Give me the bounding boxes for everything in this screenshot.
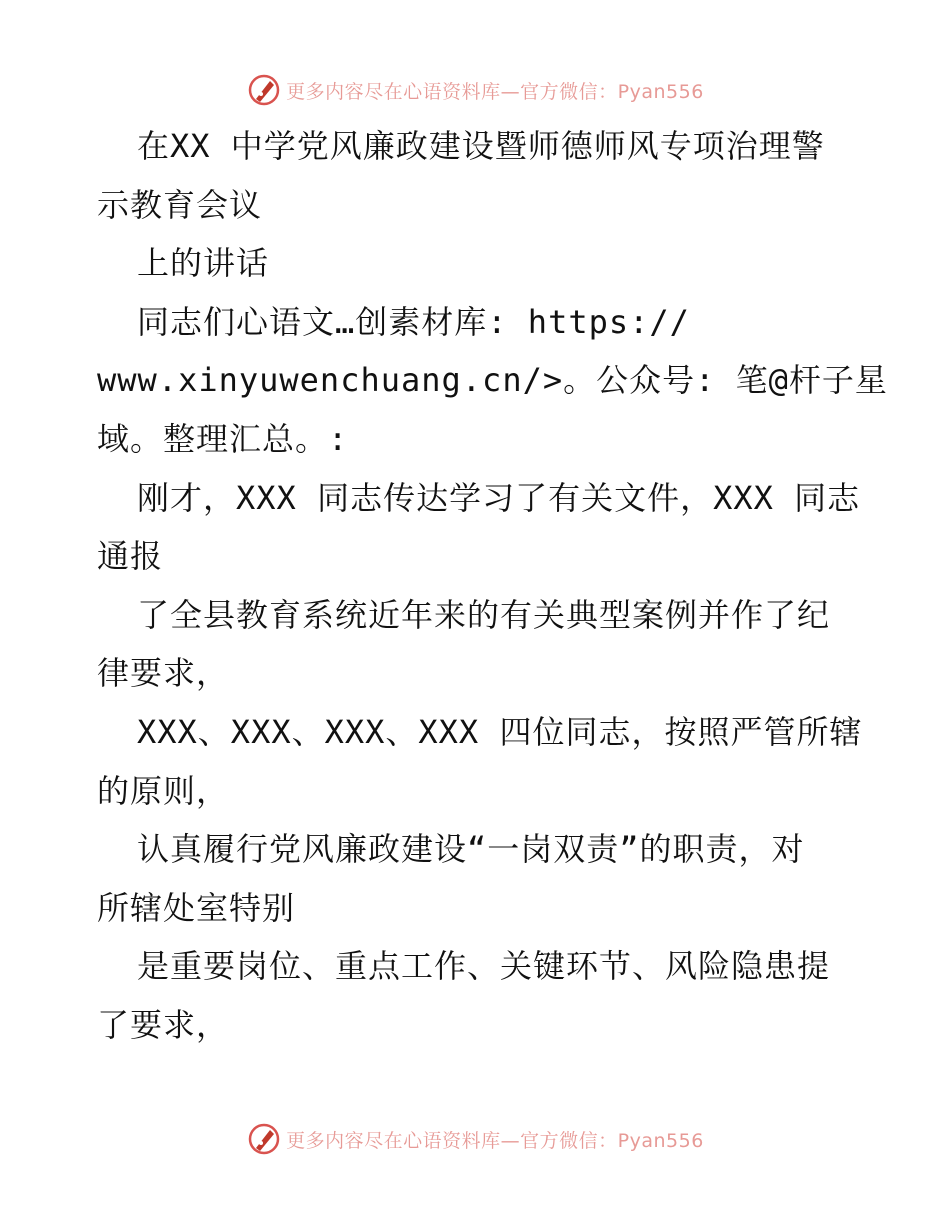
paragraph-line: XXX、XXX、XXX、XXX 四位同志，按照严管所辖 (137, 712, 863, 751)
paragraph-line: 的原则， (97, 771, 230, 810)
paragraph-line: 域。整理汇总。: (97, 419, 349, 458)
document-body (97, 117, 888, 1055)
paragraph-line: www.xinyuwenchuang.cn/>。公众号: 笔@杆子星 (97, 361, 888, 400)
paragraph-line: 是重要岗位、重点工作、关键环节、风险隐患提 (137, 947, 831, 986)
footer-banner (0, 1117, 950, 1161)
paragraph-line: 通报 (97, 537, 164, 576)
paragraph-line: 了要求， (97, 1005, 230, 1044)
title-line: 在XX 中学党风廉政建设暨师德师风专项治理警 (137, 127, 825, 165)
paragraph-line: 认真履行党风廉政建设“一岗双责”的职责，对 (137, 830, 805, 869)
paragraph-line: 律要求， (97, 654, 230, 693)
title-line: 示教育会议 (97, 185, 263, 224)
pen-nib-circle-icon (246, 72, 282, 108)
pen-nib-circle-icon (246, 1121, 282, 1157)
header-banner (0, 68, 950, 112)
subtitle-line: 上的讲话 (137, 244, 270, 283)
paragraph-line: 所辖处室特别 (97, 888, 296, 927)
paragraph-line: 同志们心语文…创素材库: https:// (137, 302, 690, 341)
paragraph-line: 刚才，XXX 同志传达学习了有关文件，XXX 同志 (137, 478, 861, 517)
paragraph-line: 了全县教育系统近年来的有关典型案例并作了纪 (137, 595, 831, 634)
banner-text: 更多内容尽在心语资料库—官方微信：Pyan556 (286, 1129, 704, 1152)
banner-text: 更多内容尽在心语资料库—官方微信：Pyan556 (286, 80, 704, 103)
